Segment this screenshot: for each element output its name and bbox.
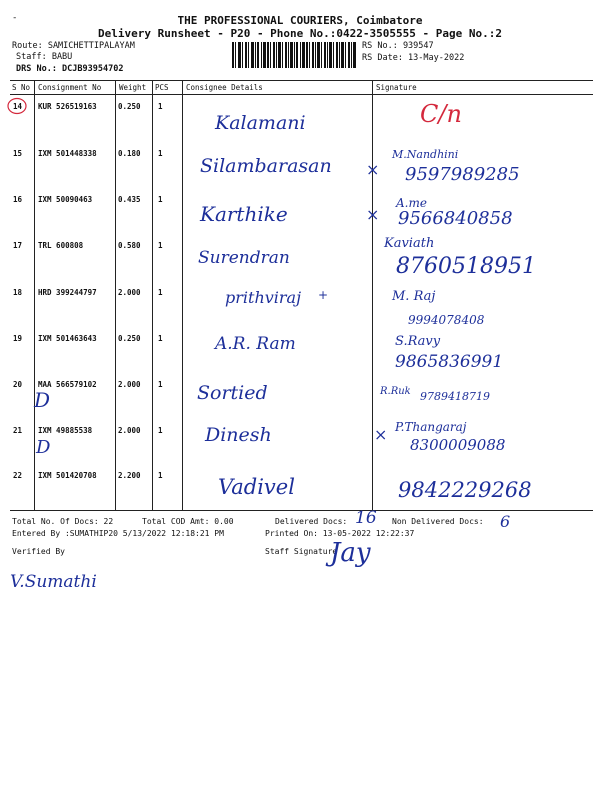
col-header-consignee: Consignee Details bbox=[186, 83, 263, 92]
delivered-docs-label: Delivered Docs: bbox=[275, 517, 348, 526]
consignee-name: Silambarasan bbox=[200, 155, 332, 177]
route-label: Route: SAMICHETTIPALAYAM bbox=[12, 41, 135, 51]
printed-on: Printed On: 13-05-2022 12:22:37 bbox=[265, 529, 415, 538]
row-consignment: IXM 49885538 bbox=[38, 426, 93, 435]
consignee-name: Vadivel bbox=[218, 475, 295, 499]
row-sno: 17 bbox=[13, 241, 23, 250]
rs-date: RS Date: 13-May-2022 bbox=[362, 53, 465, 63]
signature-line1: M.Nandhini bbox=[392, 148, 459, 161]
rs-number: RS No.: 939547 bbox=[362, 41, 434, 51]
circle-mark bbox=[6, 97, 28, 115]
signature-line2: 9994078408 bbox=[408, 313, 485, 327]
row-sno: 15 bbox=[13, 149, 23, 158]
signature-line1: S.Ravy bbox=[395, 334, 441, 349]
signature-line1: M. Raj bbox=[392, 289, 436, 304]
row-pcs: 1 bbox=[158, 102, 163, 111]
row-sno: 14 bbox=[13, 102, 23, 111]
col-divider bbox=[182, 80, 183, 510]
col-divider bbox=[152, 80, 153, 510]
signature-line2: 9865836991 bbox=[395, 352, 504, 372]
row-weight: 2.000 bbox=[118, 380, 141, 389]
row-sno: 21 bbox=[13, 426, 23, 435]
corner-dot: - bbox=[12, 13, 18, 23]
row-consignment: IXM 501463643 bbox=[38, 334, 97, 343]
consignee-name: Karthike bbox=[200, 202, 288, 226]
row-sno: 19 bbox=[13, 334, 23, 343]
col-header-signature: Signature bbox=[376, 83, 417, 92]
delivered-docs-value: 16 bbox=[355, 508, 377, 528]
row-sno: 22 bbox=[13, 471, 23, 480]
total-docs: Total No. Of Docs: 22 bbox=[12, 517, 114, 526]
signature-line2: 9842229268 bbox=[398, 478, 532, 502]
col-header-consignment: Consignment No bbox=[38, 83, 102, 92]
signature-line2: 9566840858 bbox=[398, 208, 513, 229]
row-weight: 0.580 bbox=[118, 241, 141, 250]
consignee-name: Surendran bbox=[198, 248, 290, 268]
row-sno: 16 bbox=[13, 195, 23, 204]
runsheet-subtitle: Delivery Runsheet - P20 - Phone No.:0422-3505555 - Page No.:2 bbox=[98, 27, 502, 40]
row-weight: 0.250 bbox=[118, 102, 141, 111]
row-pcs: 1 bbox=[158, 195, 163, 204]
signature-line2: 9789418719 bbox=[420, 390, 490, 403]
non-delivered-docs-label: Non Delivered Docs: bbox=[392, 517, 484, 526]
signature-line1: C/n bbox=[420, 100, 462, 128]
signature-line1: A.me bbox=[396, 196, 427, 210]
row-pcs: 1 bbox=[158, 149, 163, 158]
delivered-mark: D bbox=[36, 437, 51, 458]
table-header-rule bbox=[10, 94, 593, 95]
signature-line2: 8760518951 bbox=[396, 254, 536, 279]
company-title: THE PROFESSIONAL COURIERS, Coimbatore bbox=[177, 14, 423, 27]
row-sno: 20 bbox=[13, 380, 23, 389]
row-weight: 0.180 bbox=[118, 149, 141, 158]
col-header-weight: Weight bbox=[119, 83, 147, 92]
entered-by: Entered By :SUMATHIP20 5/13/2022 12:18:21 PM bbox=[12, 529, 224, 538]
col-header-sno: S No bbox=[12, 83, 31, 92]
row-pcs: 1 bbox=[158, 241, 163, 250]
row-pcs: 1 bbox=[158, 471, 163, 480]
row-consignment: KUR 526519163 bbox=[38, 102, 97, 111]
col-divider bbox=[372, 80, 373, 510]
row-weight: 2.000 bbox=[118, 288, 141, 297]
non-delivered-docs-value: 6 bbox=[500, 512, 511, 531]
row-sno: 18 bbox=[13, 288, 23, 297]
row-weight: 0.435 bbox=[118, 195, 141, 204]
table-top-rule bbox=[10, 80, 593, 81]
check-mark-icon: × bbox=[366, 205, 380, 224]
signature-line2: 9597989285 bbox=[405, 164, 520, 185]
verifier-signature: V.Sumathi bbox=[10, 572, 97, 592]
row-weight: 2.000 bbox=[118, 426, 141, 435]
verified-by-label: Verified By bbox=[12, 547, 65, 556]
consignee-name: Sortied bbox=[197, 382, 268, 404]
total-cod: Total COD Amt: 0.00 bbox=[142, 517, 234, 526]
check-mark-icon: + bbox=[318, 288, 329, 302]
consignee-name: Kalamani bbox=[215, 112, 306, 134]
signature-line1: Kaviath bbox=[384, 236, 435, 251]
row-consignment: IXM 501448338 bbox=[38, 149, 97, 158]
staff-signature: Jay bbox=[330, 538, 371, 568]
row-pcs: 1 bbox=[158, 380, 163, 389]
row-pcs: 1 bbox=[158, 426, 163, 435]
row-consignment: IXM 501420708 bbox=[38, 471, 97, 480]
barcode-image bbox=[232, 42, 356, 68]
signature-line1: P.Thangaraj bbox=[395, 420, 467, 434]
staff-signature-label: Staff Signature bbox=[265, 547, 338, 556]
row-weight: 0.250 bbox=[118, 334, 141, 343]
row-consignment: IXM 50090463 bbox=[38, 195, 93, 204]
drs-label: DRS No.: DCJB93954702 bbox=[16, 64, 124, 74]
row-pcs: 1 bbox=[158, 334, 163, 343]
row-pcs: 1 bbox=[158, 288, 163, 297]
signature-line1: R.Ruk bbox=[380, 386, 411, 397]
consignee-name: prithviraj bbox=[225, 288, 302, 307]
col-divider bbox=[115, 80, 116, 510]
consignee-name: Dinesh bbox=[205, 424, 272, 446]
col-header-pcs: PCS bbox=[155, 83, 169, 92]
check-mark-icon: × bbox=[374, 425, 388, 444]
row-consignment: TRL 600808 bbox=[38, 241, 84, 250]
table-bottom-rule bbox=[10, 510, 593, 511]
delivered-mark: D bbox=[34, 388, 51, 412]
signature-line2: 8300009088 bbox=[410, 436, 506, 454]
staff-label: Staff: BABU bbox=[16, 52, 73, 62]
row-consignment: MAA 566579102 bbox=[38, 380, 97, 389]
check-mark-icon: × bbox=[366, 160, 380, 179]
col-divider bbox=[34, 80, 35, 510]
consignee-name: A.R. Ram bbox=[215, 334, 296, 354]
row-weight: 2.200 bbox=[118, 471, 141, 480]
row-consignment: HRD 399244797 bbox=[38, 288, 97, 297]
